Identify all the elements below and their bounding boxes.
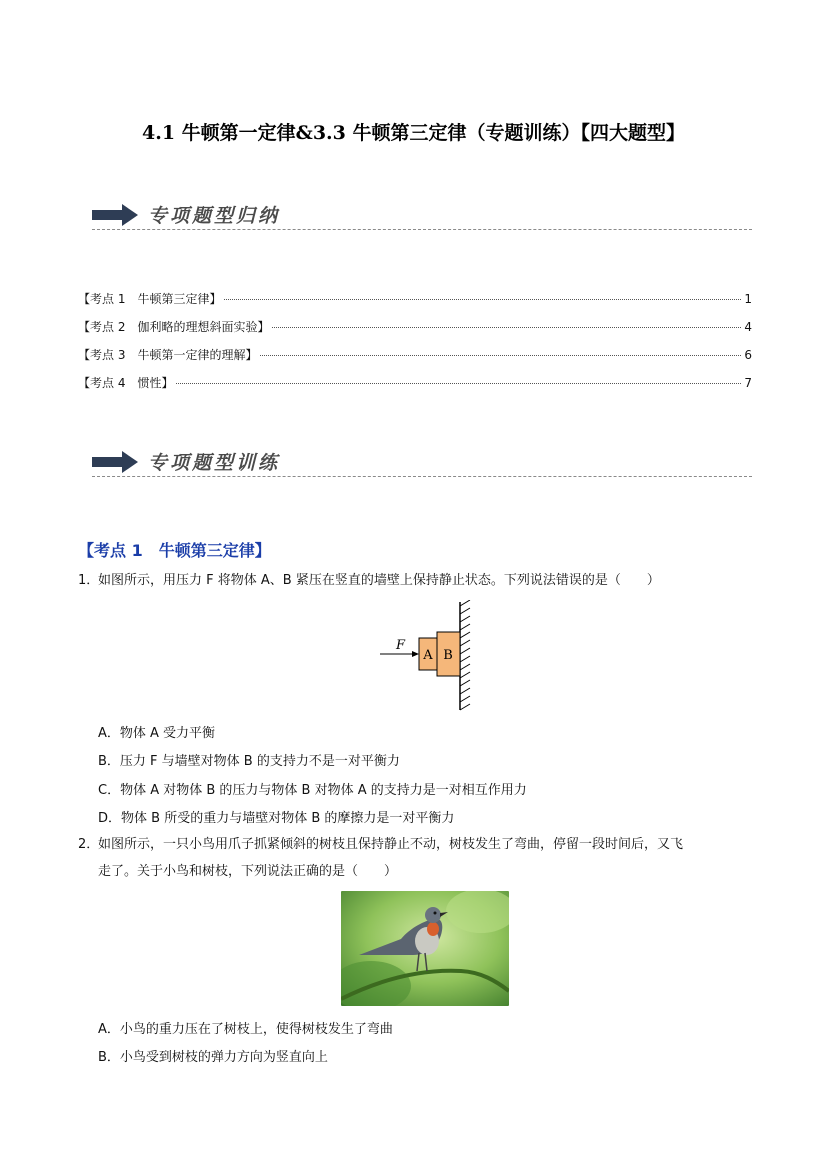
section-banner-summary xyxy=(92,198,752,232)
arrow-right-icon xyxy=(92,204,138,226)
question-number: 2． xyxy=(78,837,100,852)
section-banner-training xyxy=(92,445,752,479)
toc-leader-dots xyxy=(176,383,741,384)
toc-page-number: 7 xyxy=(744,376,752,390)
banner-label: 专项题型归纳 xyxy=(148,205,281,227)
force-diagram xyxy=(378,600,488,712)
bird-on-branch-photo xyxy=(341,891,509,1006)
question-stem-line2: 走了。关于小鸟和树枝，下列说法正确的是（ ） xyxy=(98,864,398,879)
option-c[interactable]: C．物体 A 对物体 B 的压力与物体 B 对物体 A 的支持力是一对相互作用力 xyxy=(98,783,527,798)
banner-label: 专项题型训练 xyxy=(148,452,281,474)
toc-entry[interactable] xyxy=(78,290,752,310)
toc-page-number: 1 xyxy=(744,292,752,306)
question-number: 1． xyxy=(78,573,100,588)
option-b[interactable]: B．压力 F 与墙壁对物体 B 的支持力不是一对平衡力 xyxy=(98,754,400,769)
toc-entry-label: 【考点 4 惯性】 xyxy=(78,376,174,390)
section-heading: 【考点 1 牛顿第三定律】 xyxy=(78,541,271,560)
option-b[interactable]: B．小鸟受到树枝的弹力方向为竖直向上 xyxy=(98,1050,328,1065)
page-title: 4.1 牛顿第一定律&3.3 牛顿第三定律（专题训练）【四大题型】 xyxy=(142,122,685,144)
toc-entry[interactable] xyxy=(78,318,752,338)
toc-entry-label: 【考点 3 牛顿第一定律的理解】 xyxy=(78,348,258,362)
toc-entry[interactable] xyxy=(78,346,752,366)
option-a[interactable]: A．小鸟的重力压在了树枝上，使得树枝发生了弯曲 xyxy=(98,1022,393,1037)
option-a[interactable]: A．物体 A 受力平衡 xyxy=(98,726,216,741)
toc-leader-dots xyxy=(224,299,741,300)
option-d[interactable]: D．物体 B 所受的重力与墙壁对物体 B 的摩擦力是一对平衡力 xyxy=(98,811,455,826)
toc-page-number: 6 xyxy=(744,348,752,362)
force-label: F xyxy=(396,638,406,653)
banner-divider xyxy=(92,229,752,230)
question-stem-line1: 如图所示，一只小鸟用爪子抓紧倾斜的树枝且保持静止不动，树枝发生了弯曲，停留一段时间后，又飞 xyxy=(98,837,684,852)
toc-leader-dots xyxy=(272,327,741,328)
block-b-label: B xyxy=(443,648,453,663)
toc-entry[interactable] xyxy=(78,374,752,394)
toc-leader-dots xyxy=(260,355,741,356)
toc-page-number: 4 xyxy=(744,320,752,334)
block-a-label: A xyxy=(423,648,433,663)
arrow-right-icon xyxy=(92,451,138,473)
banner-divider xyxy=(92,476,752,477)
question-stem: 如图所示，用压力 F 将物体 A、B 紧压在竖直的墙壁上保持静止状态。下列说法错误的是（ ） xyxy=(98,573,660,588)
toc-entry-label: 【考点 1 牛顿第三定律】 xyxy=(78,292,222,306)
toc-entry-label: 【考点 2 伽利略的理想斜面实验】 xyxy=(78,320,270,334)
